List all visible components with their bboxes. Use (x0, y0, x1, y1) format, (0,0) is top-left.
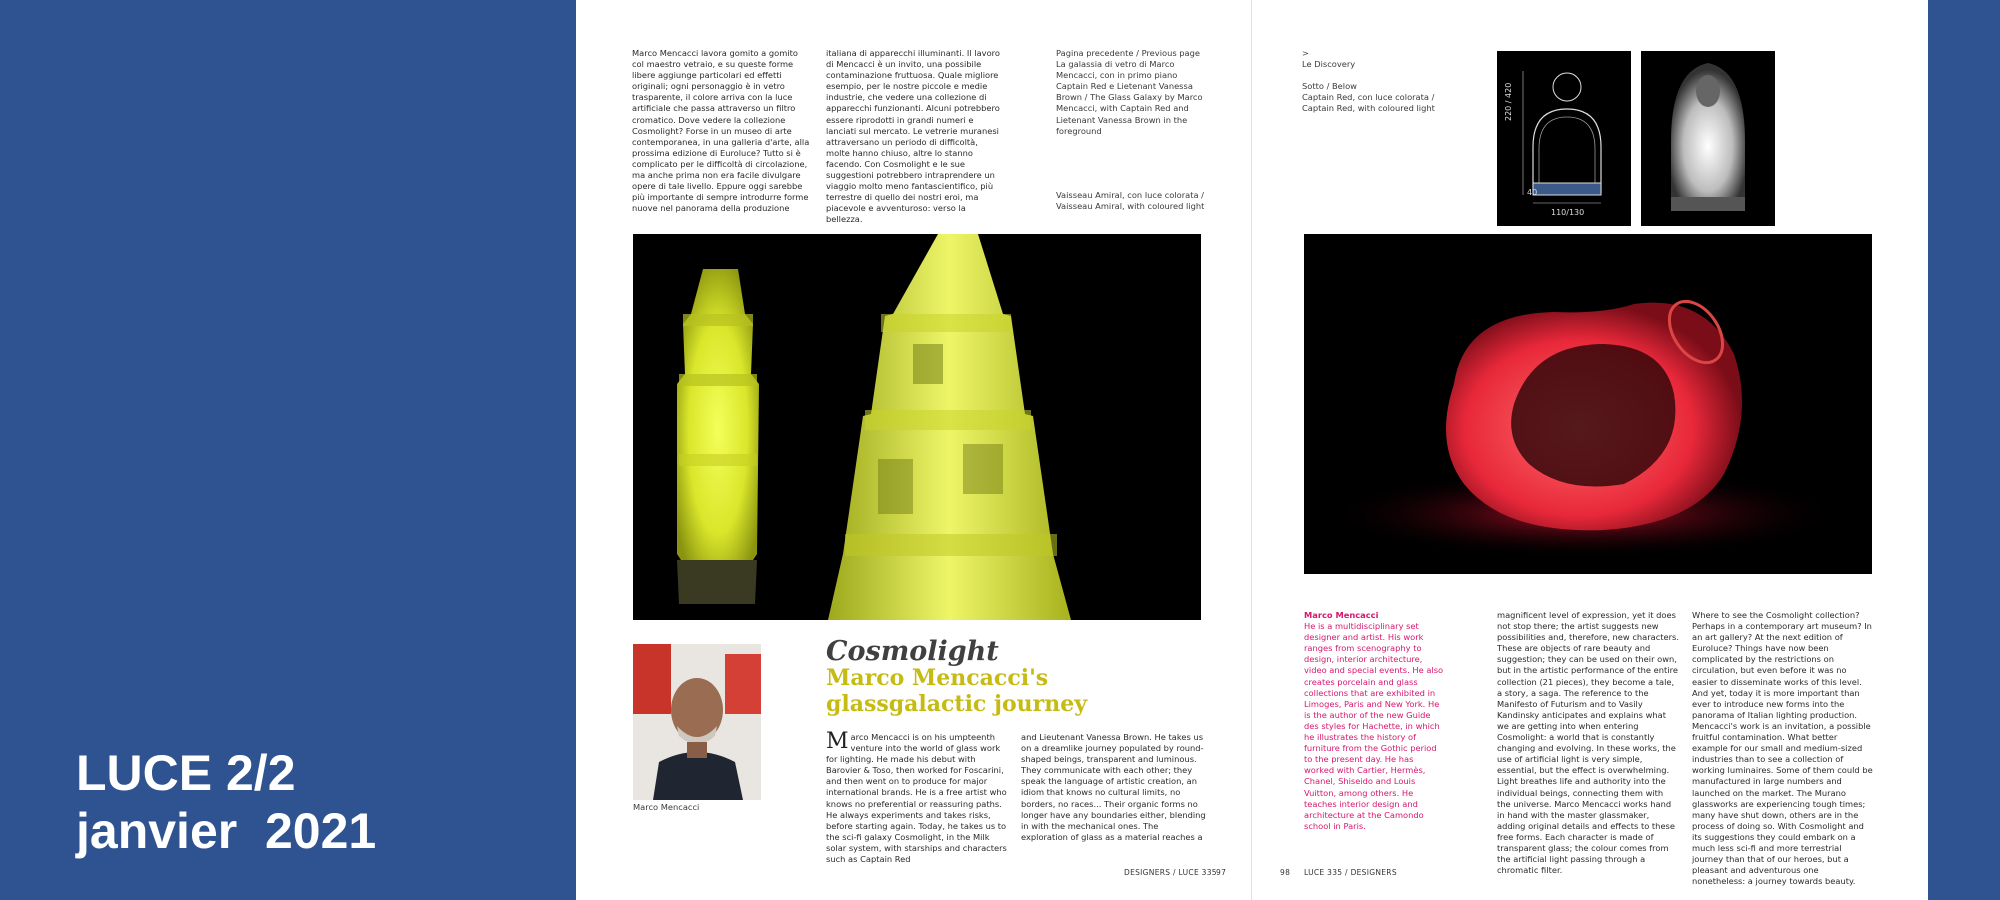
photo-vaisseau-amiral (633, 234, 1201, 620)
right-margin-background (1928, 0, 2000, 900)
article-body-col-2: and Lieutenant Vanessa Brown. He takes us on a dreamlike journey populated by round-shaped beings, transparent and luminous. They communicate with each other; they speak the language of artistic creation, an idiom that knows no cultural limits, no borders, no races... Their organic forms no longer have any boundaries either, blending in with the mechanical ones. The exploration of glass as a material reaches a (1021, 732, 1206, 842)
caption-discovery: > Le Discovery Sotto / Below Captain Red, con luce colorata / Captain Red, with coloured light (1302, 48, 1435, 114)
magazine-page-98 (1252, 0, 1928, 900)
article-title: Cosmolight (826, 636, 999, 667)
article-body-col-4: Where to see the Cosmolight collection? Perhaps in a contemporary art museum? In an art gallery? At the next edition of Euroluce? Things have now been complicated by the restrictions on circulation, but even before it was no easier to disseminate works of this level. And yet, today it is more important than ever to introduce new forms into the panorama of Italian lighting production. Mencacci's work is an invitation, a possible fruitful contamination. What better example for our small and medium-sized industries than to see a collection of working luminaires. Some of them could be manufactured in large numbers and launched on the market. The Murano glassworks are experiencing tough times; many have shut down, others are in the process of doing so. With Cosmolight and its suggestions they could embark on a much less sci-fi and more terrestrial journey than that of our heroes, but a pleasant and adventurous one nonetheless: a journey towards beauty. (1692, 610, 1873, 887)
article-body-col-3: magnificent level of expression, yet it does not stop there; the artist suggests new possibilities and, therefore, new characters. These are objects of rare beauty and suggestion; they can be used on their own, but in the artistic performance of the entire collection (21 pieces), they become a tale, a story, a saga. The reference to the Manifesto of Futurism and to Vasily Kandinsky anticipates and explains what we are getting into when entering Cosmolight: a world that is constantly changing and evolving. In these works, the use of artificial light is very simple, essential, but the effect is overwhelming. Light breathes life and authority into the individual beings, connecting them with the universe. Marco Mencacci works hand in hand with the master glassmaker, adding original details and effects to these free forms. Each character is made of transparent glass; the colour comes from the artificial light passing through a chromatic filter. (1497, 610, 1680, 876)
edition-line-1: LUCE 2/2 (76, 745, 296, 801)
portrait-caption: Marco Mencacci (633, 802, 700, 812)
article-body-col-1 (826, 729, 1011, 865)
article-body-col-1-text: arco Mencacci is on his umpteenth venture into the world of glass work for lighting. He made his debut with Barovier & Toso, then worked for Foscarini, and then went on to produce for major international brands. He is a free artist who knows no preferential or reassuring paths. He always experiments and takes risks, before starting again. Today, he takes us to the sci-fi galaxy Cosmolight, in the Milk solar system, with starships and characters such as Captain Red (826, 732, 1007, 865)
lamp-dimension-drawing (1497, 51, 1631, 226)
caption-vaisseau-amiral: Vaisseau Amiral, con luce colorata / Vaisseau Amiral, with coloured light (1056, 190, 1205, 212)
author-bio (1304, 610, 1444, 832)
clear-glass-lamp-illustration (1641, 51, 1775, 226)
photo-captain-red (1304, 234, 1872, 574)
portrait-marco-mencacci (633, 644, 761, 800)
dimension-height-label: 220 / 420 (1504, 82, 1513, 121)
dimension-base-label: 40 (1527, 188, 1538, 197)
drop-cap: M (826, 729, 849, 754)
folio-left: DESIGNERS / LUCE 335 (1124, 868, 1217, 877)
article-subtitle: Marco Mencacci's glassgalactic journey (826, 665, 1087, 717)
author-bio-name: Marco Mencacci (1304, 610, 1379, 620)
portrait-illustration (633, 644, 761, 800)
italian-text-col-1: Marco Mencacci lavora gomito a gomito col maestro vetraio, e su queste forme libere aggiunge particolari ed effetti originali; ogni personaggio è in vetro trasparente, il colore arriva con la luce artificiale che passa attraverso un filtro cromatico. Dove vedere la collezione Cosmolight? Forse in un museo di arte contemporanea, in una galleria d'arte, alla prossima edizione di Euroluce? Tutto si è complicato per le difficoltà di circolazione, ma anche prima non era facile divulgare opere di tale livello. Eppure oggi sarebbe più importante di sempre introdurre forme nuove nel panorama della produzione (632, 48, 810, 214)
page-number-98: 98 (1280, 868, 1291, 877)
yellow-glass-towers-illustration (633, 234, 1201, 620)
author-bio-text: He is a multidisciplinary set designer and artist. His work ranges from scenography to design, interior architecture, video and special events. He also creates porcelain and glass collections that are exhibited in Limoges, Paris and New York. He is the author of the new Guide des styles for Hachette, in which he illustrates the history of furniture from the Gothic period to the present day. He has worked with Cartier, Hermès, Chanel, Shiseido and Louis Vuitton, among others. He teaches interior design and architecture at the Camondo school in Paris. (1304, 621, 1444, 831)
technical-drawing-discovery (1497, 51, 1631, 226)
edition-line-2: janvier 2021 (76, 803, 377, 859)
magazine-page-97 (576, 0, 1252, 900)
dimension-width-label: 110/130 (1551, 208, 1585, 217)
italian-text-col-2: italiana di apparecchi illuminanti. Il lavoro di Mencacci è un invito, una possibile contaminazione fruttuosa. Quale migliore esempio, per le nostre piccole e medie industrie, che vedere una collezione di apparecchi funzionanti. Alcuni potrebbero essere riprodotti in grandi numeri e lanciati sul mercato. Le vetrerie muranesi attraversano un periodo di difficoltà, molte hanno chiuso, altre lo stanno facendo. Con Cosmolight e le sue suggestioni potrebbero intraprendere un viaggio molto meno fantascientifico, più terrestre di quello dei nostri eroi, ma piacevole e avventuroso: verso la bellezza. (826, 48, 1000, 225)
photo-discovery-lamp (1641, 51, 1775, 226)
edition-label (76, 744, 376, 860)
red-glass-lamp-illustration (1304, 234, 1872, 574)
page-number-97: 97 (1216, 868, 1227, 877)
caption-previous-page: Pagina precedente / Previous page La galassia di vetro di Marco Mencacci, con in primo piano Captain Red e Lietenant Vanessa Brown / The Glass Galaxy by Marco Mencacci, with Captain Red and Lietenant Vanessa Brown in the foreground (1056, 48, 1203, 136)
folio-right: LUCE 335 / DESIGNERS (1304, 868, 1397, 877)
